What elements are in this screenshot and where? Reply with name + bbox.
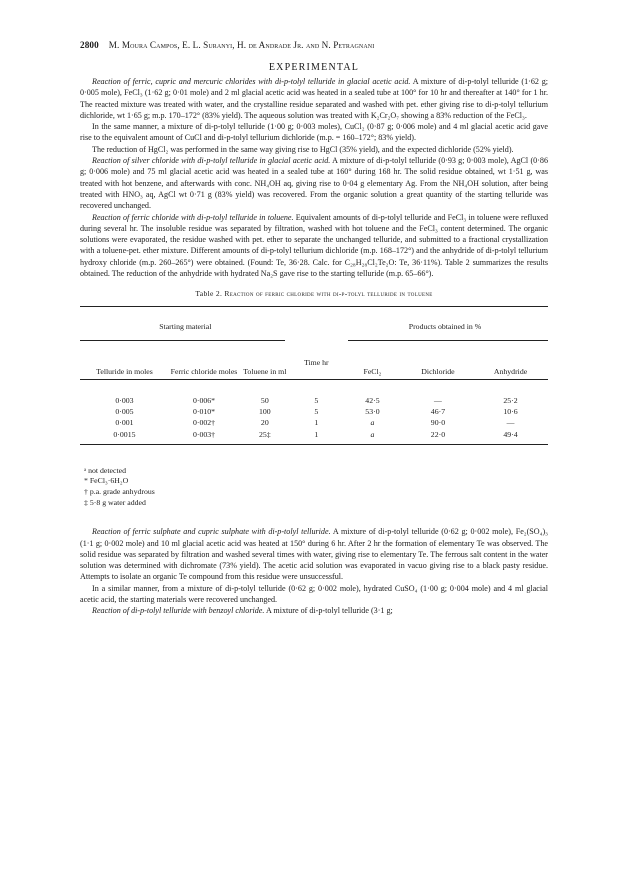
table-cell: 0·003 <box>115 396 134 405</box>
table-cell: 0·005 <box>115 407 134 417</box>
paragraph-lead: Reaction of di-p-tolyl telluride with benzoyl chloride. <box>92 606 265 616</box>
paragraph <box>80 155 548 211</box>
table-cell: 100 <box>258 407 271 417</box>
table-cell: 42·5 <box>365 396 380 405</box>
table-row <box>80 395 548 406</box>
paragraph-lead: Reaction of ferric, cupric and mercuric chlorides with di-p-tolyl telluride in glacial acetic acid. <box>92 77 411 86</box>
table-cell: a <box>370 429 375 439</box>
paragraph <box>80 144 548 155</box>
paragraph-text: The reduction of HgCl₂ was performed in the same way giving rise to HgCl (35% yield), and the expected dichloride (52% yield). <box>92 144 514 154</box>
paragraph <box>80 526 548 582</box>
footnote: ᵃ not detected <box>84 465 126 475</box>
table-cell: — <box>434 396 442 405</box>
paragraph <box>80 121 548 144</box>
footnote: * FeCl₃·6H₂O <box>84 476 129 486</box>
table-cell: 5 <box>314 407 319 417</box>
paragraph <box>80 212 548 280</box>
column-header: Toluene in ml <box>243 366 287 376</box>
table-cell: 1 <box>314 429 319 439</box>
section-title: EXPERIMENTAL <box>268 62 360 73</box>
table-header-row <box>80 346 548 380</box>
footnote: † p.a. grade anhydrous <box>84 487 155 497</box>
group-header-starting: Starting material <box>159 322 212 332</box>
table-cell: 0·0015 <box>113 429 136 439</box>
table-cell: — <box>506 418 515 428</box>
table-row <box>80 417 548 428</box>
paragraph-lead: Reaction of silver chloride with di-p-tolyl telluride in glacial acetic acid. <box>92 156 331 166</box>
table-row <box>80 428 548 439</box>
table-cell: 25·2 <box>503 396 518 405</box>
table-cell: 25‡ <box>258 429 271 439</box>
table-cell: 46·7 <box>430 407 446 417</box>
paragraph-text: A mixture of di-p-tolyl telluride (0·62 g; 0·002 mole), Fe₂(SO₄)₃ (1·1 g; 0·002 mole) and 10 ml glacial acetic acid was heated at 150° during 6 hr. After 2 hr the formation of elementary Te was observed. The solid residue was separated by filtration and washed several times with water, giving rise to elementary Te. The ferrous salt content in the water solution was determined with dichromate (73% yield). The acetic acid solution was evaporated in vacuo giving rise to a black pasty residue. Attempts to isolate an organic Te compound from this residue were unsuccessful. <box>80 527 548 582</box>
table-cell: 1 <box>314 418 319 428</box>
paragraph-lead: Reaction of ferric chloride with di-p-tolyl telluride in toluene. <box>92 212 294 222</box>
paragraph <box>80 76 548 121</box>
table-cell: 49·4 <box>503 429 518 439</box>
experimental-body <box>80 76 548 279</box>
footnote: ‡ 5·8 g water added <box>84 497 146 507</box>
table-group-header-row <box>80 319 548 335</box>
table-cell: 10·6 <box>503 407 518 417</box>
paper-page <box>80 40 548 617</box>
column-header: FeCl₂ <box>363 366 382 376</box>
paragraph-text: In a similar manner, from a mixture of di-p-tolyl telluride (0·62 g; 0·002 mole), hydrated CuSO₄ (1·00 g; 0·004 mole) and 4 ml glacial acetic acid, the starting materials were recovered unchanged. <box>80 583 548 604</box>
table-cell: 0·010* <box>192 407 216 417</box>
column-header: Ferric chloride moles <box>170 366 238 376</box>
results-table <box>80 306 548 456</box>
table-cell: 50 <box>260 396 269 405</box>
group-header-products: Products obtained in % <box>408 322 482 332</box>
table-cell: a <box>370 418 375 428</box>
table-cell: 0·001 <box>115 418 134 428</box>
paragraph-text: A mixture of di-p-tolyl telluride (1·62 g; 0·005 mole), FeCl₃ (1·62 g; 0·01 mole) and 2 ml glacial acetic acid was heated in a sealed tube at 100° for 10 hr and thereafter at 140° for 1 hr. The reacted mixture was treated with water, and the crystalline residue separated and washed with pet. ether giving rise to di-p-tolyl tellurium dichloride, wt 1·65 g; m.p. 170–172° (83% yield). The aqueous solution was treated with K₂Cr₂O₇ showing a 83% reduction of the FeCl₃. <box>80 77 548 120</box>
table-cell: 20 <box>260 418 269 428</box>
column-header: Telluride in moles <box>96 366 153 376</box>
table-cell: 53·0 <box>365 407 380 417</box>
table-caption-number: Table 2. <box>195 289 223 299</box>
paragraph-text: A mixture of di-p-tolyl telluride (3·1 g; <box>264 606 393 616</box>
table-row <box>80 406 548 417</box>
column-header: Time hr <box>303 357 329 367</box>
column-header: Anhydride <box>493 366 528 376</box>
paragraph <box>80 583 548 606</box>
paragraph <box>80 605 548 616</box>
paragraph-text: A mixture of di-p-tolyl telluride (0·93 g; 0·003 mole), AgCl (0·86 g; 0·006 mole) and 75 ml glacial acetic acid was heated in a sealed tube at 160° during 168 hr. The solid residue obtained, wt 1·51 g, was treated with hot benzene, and afterwards with conc. NH₄OH aq, giving rise to 0·04 g elementary Ag. From the NH₄OH solution, after being treated with HNO₃ aq, AgCl wt 0·71 g (83% yield) was recovered. From the organic solution a great quantity of the starting telluride was recovered unchanged. <box>80 156 548 211</box>
table-cell: 0·002† <box>192 418 216 428</box>
experimental-body-continued <box>80 526 548 616</box>
table-cell: 5 <box>314 396 319 405</box>
column-header: Dichloride <box>421 366 455 376</box>
paragraph-text: Equivalent amounts of di-p-tolyl telluride and FeCl₃ in toluene were refluxed during several hr. The insoluble residue was separated by filtration, washed with hot toluene and the FeCl₃ content determined. The organic solutions were evaporated, the residue washed with pet. ether to separate the unchanged telluride, and submitted to a fractional crystallization with a toluene-pet. ether mixture. Different amounts of di-p-tolyl tellurium dichloride (m.p. 168–172°) and the anhydride of di-p-tolyl tellurium hydroxy chloride (m.p. 260–265°) were obtained. (Found: Te, 36·28. Calc. for C₂₈H₂₈Cl₂Te₂O: Te, 36·11%). Table 2 summarizes the results obtained. The reduction of the anhydride with hydrated Na₂S gave rise to the starting telluride (m.p. 65–66°). <box>80 212 548 279</box>
table-caption <box>80 289 548 298</box>
paragraph-text: In the same manner, a mixture of di-p-tolyl telluride (1·00 g; 0·003 moles), CuCl₂ (0·87 g; 0·006 mole) and 4 ml glacial acetic acid gave rise to the equivalent amount of CuCl and di-p-tolyl tellurium dichloride (m.p. = 160–172°; 83% yield). <box>80 122 548 143</box>
page-number: 2800 <box>80 40 99 50</box>
paragraph-lead: Reaction of ferric sulphate and cupric sulphate with di-p-tolyl telluride. <box>92 527 331 537</box>
table-caption-text: Reaction of ferric chloride with di-p-tolyl telluride in toluene <box>224 289 433 299</box>
table-cell: 90·0 <box>430 418 446 428</box>
table-cell: 22·0 <box>430 429 446 439</box>
running-header <box>80 40 548 54</box>
running-authors: M. Moura Campos, E. L. Suranyi, H. de Andrade Jr. and N. Petragnani <box>108 40 375 50</box>
table-cell: 0·003† <box>192 429 216 439</box>
table-cell: 0·006* <box>192 396 216 405</box>
table-footnotes <box>84 466 548 508</box>
